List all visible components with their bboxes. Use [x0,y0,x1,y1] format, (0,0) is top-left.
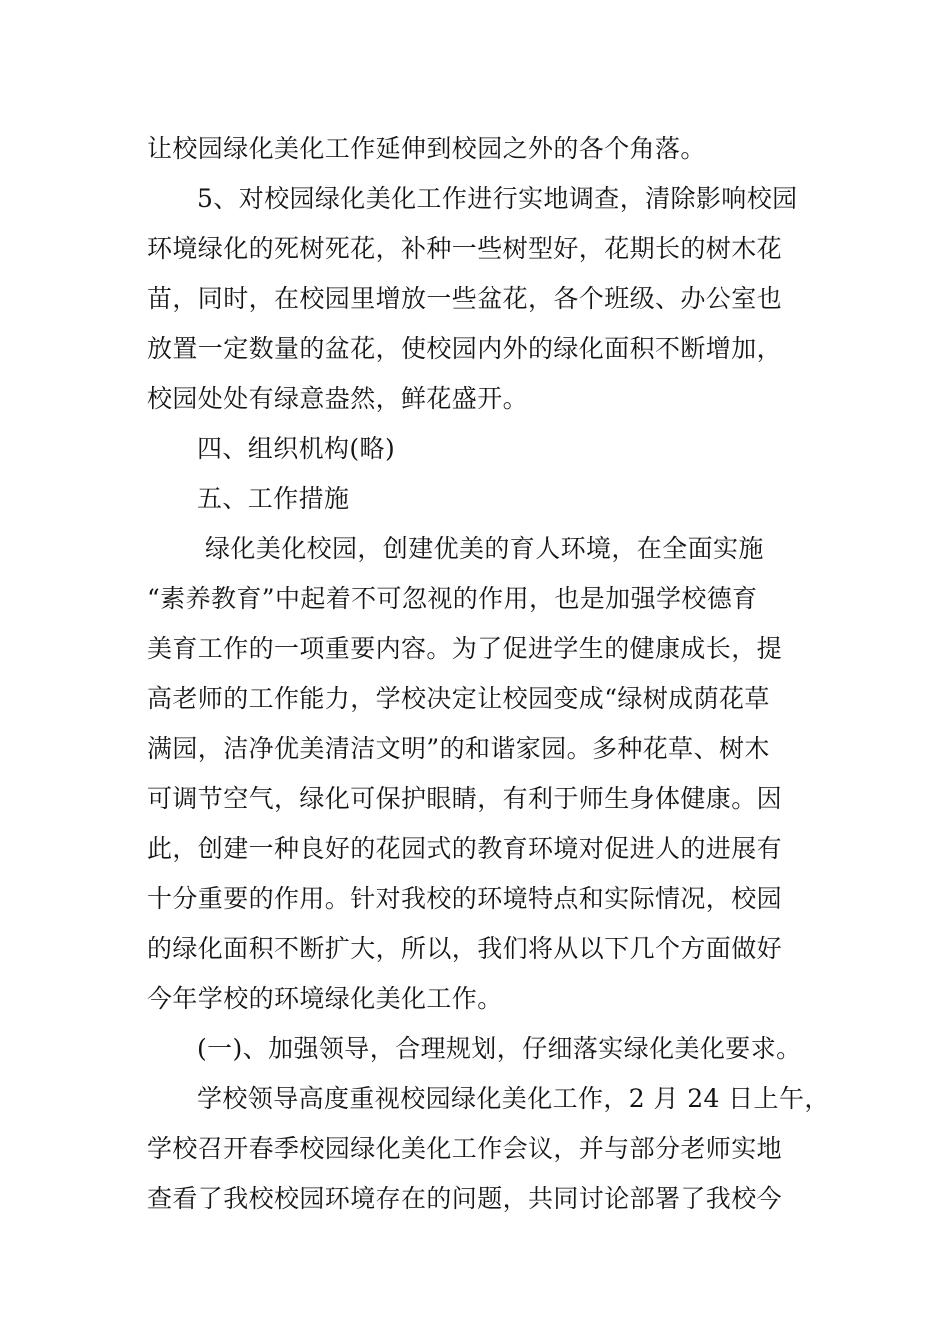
text-line: 满园，洁净优美清洁文明”的和谐家园。多种花草、树木 [147,734,770,763]
text-line: 校园处处有绿意盎然，鲜花盛开。 [147,384,529,413]
section-heading: 四、组织机构(略) [197,434,396,463]
text-line: 苗，同时，在校园里增放一些盆花，各个班级、办公室也 [147,284,783,313]
section-heading: 五、工作措施 [197,484,350,513]
text-line: “素养教育”中起着不可忽视的作用，也是加强学校德育 [147,584,758,613]
text-line: 今年学校的环境绿化美化工作。 [147,984,503,1013]
text-line: 放置一定数量的盆花，使校园内外的绿化面积不断增加， [147,334,783,363]
text-line: 环境绿化的死树死花，补种一些树型好，花期长的树木花 [147,234,783,263]
text-line: 查看了我校校园环境存在的问题，共同讨论部署了我校今 [147,1184,783,1213]
text-line: 5、对校园绿化美化工作进行实地调查，清除影响校园 [197,184,798,213]
text-line: 此，创建一种良好的花园式的教育环境对促进人的进展有 [147,834,783,863]
text-line: 绿化美化校园，创建优美的育人环境，在全面实施 [205,534,764,563]
text-line: 高老师的工作能力，学校决定让校园变成“绿树成荫花草 [147,684,770,713]
text-line: 的绿化面积不断扩大，所以，我们将从以下几个方面做好 [147,934,783,963]
text-line: 十分重要的作用。针对我校的环境特点和实际情况，校园 [147,884,783,913]
subsection-heading: (一)、加强领导，合理规划，仔细落实绿化美化要求。 [197,1034,802,1063]
text-line: 美育工作的一项重要内容。为了促进学生的健康成长，提 [147,634,783,663]
text-line: 让校园绿化美化工作延伸到校园之外的各个角落。 [147,134,706,163]
text-line: 可调节空气，绿化可保护眼睛，有利于师生身体健康。因 [147,784,783,813]
text-line: 学校领导高度重视校园绿化美化工作，2 月 24 日上午， [197,1084,830,1113]
text-line: 学校召开春季校园绿化美化工作会议，并与部分老师实地 [147,1134,783,1163]
